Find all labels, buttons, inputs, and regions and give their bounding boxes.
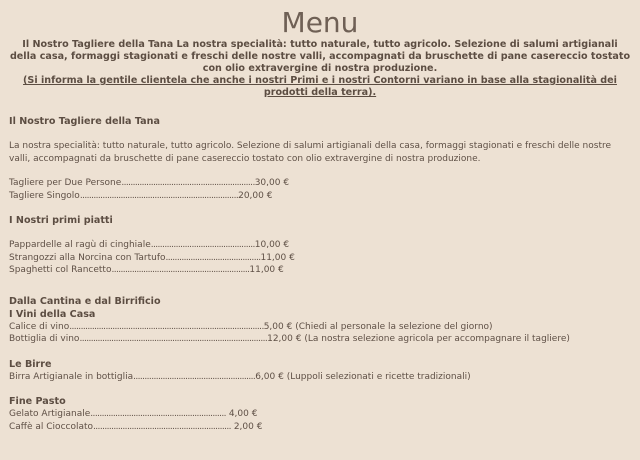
- item-name: Pappardelle al ragù di cinghiale: [9, 240, 151, 250]
- menu-item-tagliere-due: [9, 177, 634, 190]
- item-note: (La nostra selezione agricola per accompagnare il tagliere): [304, 334, 570, 344]
- menu-item-gelato: [9, 408, 634, 421]
- item-name: Calice di vino: [9, 321, 70, 332]
- tagliere-description: La nostra specialità: tutto naturale, tutto agricolo. Selezione di salumi artigianali della casa, formaggi stagionati e freschi delle nostre valli, accompagnati da bruschette di pane casereccio tostato con olio extravergine di nostra produzione.: [9, 141, 612, 164]
- section-heading-tagliere: Il Nostro Tagliere della Tana: [9, 116, 160, 127]
- item-name: Caffè al Cioccolato: [9, 421, 94, 432]
- item-note: (Luppoli selezionati e ricette tradizionali): [286, 371, 471, 382]
- item-name: Gelato Artigianale: [9, 409, 91, 419]
- item-leader: ......................................................................: [79, 190, 239, 201]
- menu-item-strangozzi: [9, 252, 634, 265]
- menu-item-caffe: [9, 421, 634, 434]
- item-price: 6,00 €: [255, 371, 284, 382]
- menu-item-pappardelle: [9, 239, 634, 252]
- item-price: 10,00 €: [254, 240, 290, 250]
- menu-content: [9, 115, 634, 433]
- section-heading-primi: I Nostri primi piatti: [9, 215, 113, 226]
- item-leader: ......................................................................................: [69, 321, 264, 332]
- item-note: (Chiedi al personale la selezione del giorno): [295, 321, 493, 332]
- item-leader: .............................................................: [93, 421, 231, 432]
- item-leader: ...................................................................................: [79, 334, 268, 344]
- item-price: 30,00 €: [254, 178, 290, 188]
- menu-item-birra: [9, 371, 634, 384]
- item-price: 20,00 €: [238, 190, 273, 201]
- item-name: Tagliere per Due Persone: [9, 178, 122, 188]
- item-price: 12,00 €: [267, 334, 302, 344]
- section-heading-fine-pasto: Fine Pasto: [9, 396, 66, 407]
- menu-item-tagliere-singolo: [9, 190, 634, 203]
- section-heading-cantina: Dalla Cantina e dal Birrificio: [9, 295, 161, 307]
- item-name: Spaghetti col Rancetto: [9, 265, 112, 275]
- item-leader: ............................................................: [90, 409, 226, 419]
- intro-text: Il Nostro Tagliere della Tana La nostra specialità: tutto naturale, tutto agricolo. Selezione di salumi artigianali della casa, formaggi stagionati e freschi delle nostre valli, accompagnati da bruschette di pane casereccio tostato con olio extravergine di nostra produzione.: [9, 39, 631, 74]
- item-price: 4,00 €: [228, 409, 258, 419]
- item-price: 11,00 €: [249, 265, 284, 275]
- item-leader: ..........................................: [165, 252, 261, 263]
- item-leader: .............................................................: [111, 265, 250, 275]
- page-title: Menu: [281, 6, 359, 39]
- item-leader: ...........................................................: [121, 178, 255, 188]
- seasonality-note: (Si informa la gentile clientela che anche i nostri Primi e i nostri Contorni variano in base alla stagionalità dei prodotti della terra).: [23, 75, 617, 98]
- menu-intro: [8, 39, 632, 99]
- subsection-heading-vini: I Vini della Casa: [9, 308, 96, 320]
- item-name: Strangozzi alla Norcina con Tartufo: [9, 252, 166, 263]
- item-leader: ......................................................: [133, 371, 256, 382]
- item-name: Tagliere Singolo: [9, 190, 80, 201]
- menu-item-calice: [9, 321, 634, 334]
- item-price: 2,00 €: [233, 421, 263, 432]
- item-name: Bottiglia di vino: [9, 334, 80, 344]
- menu-item-bottiglia: [9, 333, 634, 346]
- item-name: Birra Artigianale in bottiglia: [9, 371, 134, 382]
- item-price: 11,00 €: [260, 252, 295, 263]
- menu-item-spaghetti: [9, 264, 634, 277]
- section-heading-birre: Le Birre: [9, 358, 52, 370]
- item-leader: ..............................................: [150, 240, 255, 250]
- item-price: 5,00 €: [263, 321, 293, 332]
